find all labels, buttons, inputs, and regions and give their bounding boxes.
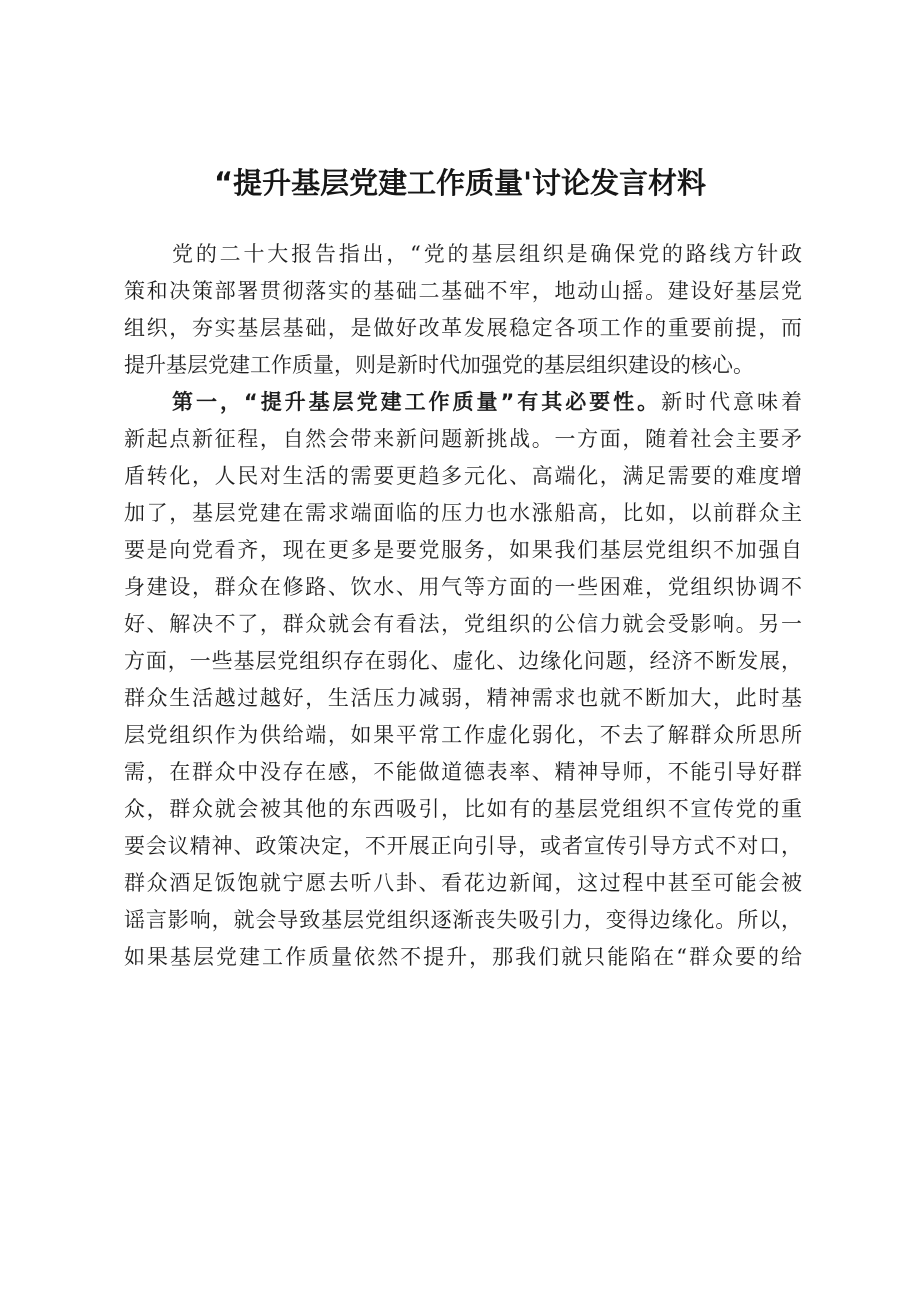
document-body xyxy=(124,236,802,976)
text-line: 方面，一些基层党组织存在弱化、虚化、边缘化问题，经济不断发展， xyxy=(124,649,802,673)
text-line: 要是向党看齐，现在更多是要党服务，如果我们基层党组织不加强自 xyxy=(124,538,802,562)
text-line: 策和决策部署贯彻落实的基础二基础不牢，地动山摇。建设好基层党 xyxy=(124,279,802,303)
text-line: 新起点新征程，自然会带来新问题新挑战。一方面，随着社会主要矛 xyxy=(124,427,802,451)
text-line: 提升基层党建工作质量，则是新时代加强党的基层组织建设的核心。 xyxy=(124,353,754,377)
text-line: 需，在群众中没存在感，不能做道德表率、精神导师，不能引导好群 xyxy=(124,760,802,784)
text-run: 新时代意味着 xyxy=(661,390,803,414)
text-line: 群众酒足饭饱就宁愿去听八卦、看花边新闻，这过程中甚至可能会被 xyxy=(124,871,802,895)
text-line: 身建设，群众在修路、饮水、用气等方面的一些困难，党组织协调不 xyxy=(124,575,802,599)
text-line: 如果基层党建工作质量依然不提升，那我们就只能陷在“群众要的给 xyxy=(124,945,802,969)
text-line: 加了，基层党建在需求端面临的压力也水涨船高，比如，以前群众主 xyxy=(124,501,802,525)
text-line: 谣言影响，就会导致基层党组织逐渐丧失吸引力，变得边缘化。所以， xyxy=(124,908,802,932)
text-line: 层党组织作为供给端，如果平常工作虚化弱化，不去了解群众所思所 xyxy=(124,723,802,747)
text-line: 组织，夯实基层基础，是做好改革发展稳定各项工作的重要前提，而 xyxy=(124,316,802,340)
text-line xyxy=(124,384,802,421)
paragraph-necessity xyxy=(124,384,802,976)
text-line: 要会议精神、政策决定，不开展正向引导，或者宣传引导方式不对口， xyxy=(124,834,802,858)
text-line: 盾转化，人民对生活的需要更趋多元化、高端化，满足需要的难度增 xyxy=(124,464,802,488)
text-line: 党的二十大报告指出，“党的基层组织是确保党的路线方针政 xyxy=(172,242,802,266)
text-line: 好、解决不了，群众就会有看法，党组织的公信力就会受影响。另一 xyxy=(124,612,802,636)
text-line: 众，群众就会被其他的东西吸引，比如有的基层党组织不宣传党的重 xyxy=(124,797,802,821)
paragraph-intro xyxy=(124,236,802,384)
section-heading: 第一，“提升基层党建工作质量”有其必要性。 xyxy=(172,390,662,414)
document-title: “提升基层党建工作质量'讨论发言材料 xyxy=(214,166,706,200)
text-line: 群众生活越过越好，生活压力减弱，精神需求也就不断加大，此时基 xyxy=(124,686,802,710)
